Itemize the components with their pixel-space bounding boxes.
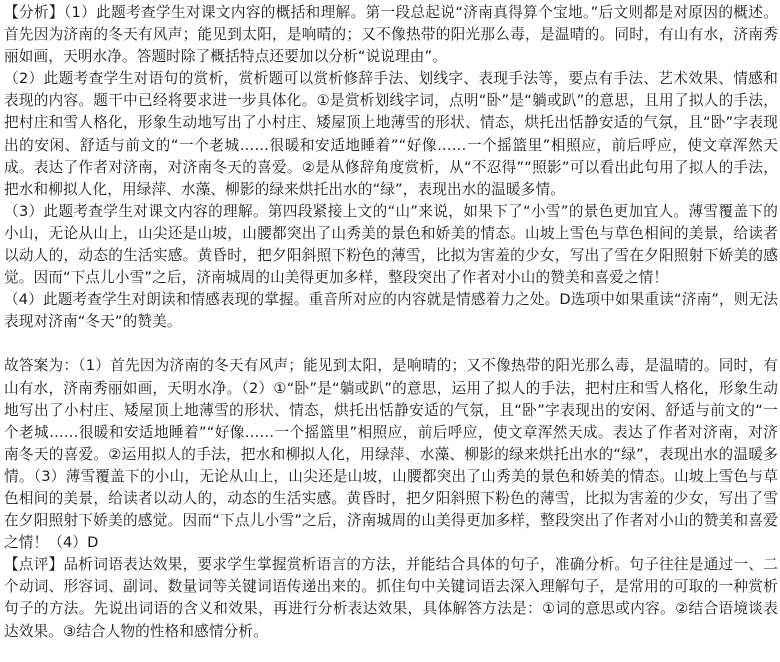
analysis-paragraph-4: （4）此题考查学生对朗读和情感表现的掌握。重音所对应的内容就是情感着力之处。D选项中如果重读“济南”，则无法表现对济南“冬天”的赞美。 [4,291,778,331]
section-gap [4,333,778,355]
analysis-paragraph-3: （3）此题考查学生对课文内容的理解。第四段紧接上文的“山”来说，如果下了“小雪”的景色更加宜人。薄雪覆盖下的小山，无论从山上，山尖还是山坡，山腰都突出了山秀美的景色和娇美的情态。山坡上雪色与草色相间的美景，给读者以动人的，动态的生活实感。黄昏时，把夕阳斜照下粉色的薄雪，比拟为害羞的少女，写出了雪在夕阳照射下娇美的感觉。因而“下点儿小雪”之后，济南城周的山美得更加多样，整段突出了作者对小山的赞美和喜爱之情！ [4,202,778,287]
answer-paragraph: 故答案为：（1）首先因为济南的冬天有风声；能见到太阳，是响晴的；又不像热带的阳光那么毒，是温晴的。同时，有山有水，济南秀丽如画，天明水净。（2）①“卧”是“躺或趴”的意思，运用了拟人的手法，把村庄和雪人格化，形象生动地写出了小村庄、矮屋顶上地薄雪的形状、情态，烘托出恬静安适的气氛，且“卧”字表现出的安闲、舒适与前文的“一个老城……很暖和安适地睡着”“好像……一个摇篮里”相照应，前后呼应，使文章浑然天成。表达了作者对济南，对济南冬天的喜爱。②运用拟人的手法，把水和柳拟人化，用绿萍、水藻、柳影的绿来烘托出水的“绿”，表现出水的温暖多情。（3）薄雪覆盖下的小山，无论从山上，山尖还是山坡，山腰都突出了山秀美的景色和娇美的情态。山坡上雪色与草色相间的美景，给读者以动人的，动态的生活实感。黄昏时，把夕阳斜照下粉色的薄雪，比拟为害羞的少女，写出了雪在夕阳照射下娇美的感觉。因而“下点儿小雪”之后，济南城周的山美得更加多样，整段突出了作者对小山的赞美和喜爱之情！（4）D [4,357,778,552]
analysis-paragraph-1: 【分析】（1）此题考查学生对课文内容的概括和理解。第一段总起说“济南真得算个宝地。”后文则都是对原因的概述。首先因为济南的冬天有风声；能见到太阳，是响晴的；又不像热带的阳光那么毒，是温晴的。同时，有山有水，济南秀丽如画，天明水净。答题时除了概括特点还要加以分析“说说理由”。 [4,4,778,66]
analysis-paragraph-2: （2）此题考查学生对语句的赏析，赏析题可以赏析修辞手法、划线字、表现手法等，要点有手法、艺术效果、情感和表现的内容。题干中已经将要求进一步具体化。①是赏析划线字词，点明“卧”是“躺或趴”的意思，且用了拟人的手法，把村庄和雪人格化，形象生动地写出了小村庄、矮屋顶上地薄雪的形状、情态，烘托出恬静安适的气氛，且“卧”字表现出的安闲、舒适与前文的“一个老城……很暖和安适地睡着”“好像……一个摇篮里”相照应，前后呼应，使文章浑然天成。表达了作者对济南，对济南冬天的喜爱。②是从修辞角度赏析，从“不忍得”“照影”可以看出此句用了拟人的手法，把水和柳拟人化，用绿萍、水藻、柳影的绿来烘托出水的“绿”，表现出水的温暖多情。 [4,70,778,198]
comment-paragraph: 【点评】品析词语表达效果，要求学生掌握赏析语言的方法，并能结合具体的句子，准确分析。句子往往是通过一、二个动词、形容词、副词、数量词等关键词语传递出来的。抓住句中关键词语去深入理解句子，是常用的可取的一种赏析句子的方法。先说出词语的含义和效果，再进行分析表达效果，具体解答方法是：①词的意思或内容。②结合语境谈表达效果。③结合人物的性格和感情分析。 [4,556,778,640]
